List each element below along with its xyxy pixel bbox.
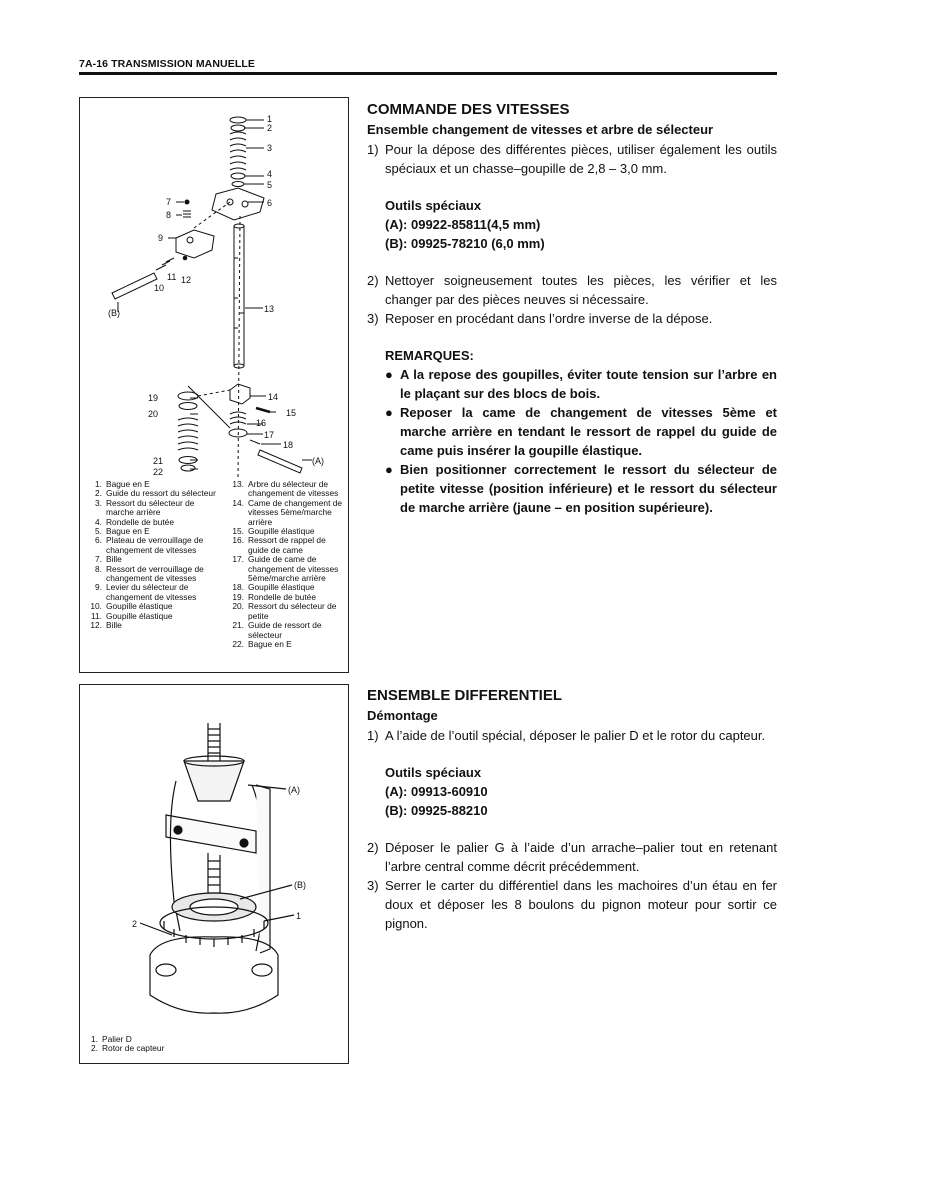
legend-left [88,480,220,631]
spring-guide [231,125,245,131]
callout-18: 18 [283,440,294,450]
callout-11: 11 [167,272,177,282]
legend-item: 11. Goupille élastique [90,610,173,621]
callout-b: (B) [108,308,120,318]
e-ring-5 [232,182,244,187]
step-1: 1) A l’aide de l’outil spécial, déposer le palier D et le rotor du capteur. [367,728,766,743]
callout-a: (A) [312,456,324,466]
legend-item: 7. Bille [95,554,122,565]
legend-item: 14. Came de changement de vitesses 5ème/marche arrière [232,497,343,527]
legend-item: 2. Rotor de capteur [91,1043,165,1054]
reverse-spring [230,132,246,170]
callout-a: (A) [288,785,300,795]
callout-19: 19 [148,393,159,403]
callout-2: 2 [132,919,138,929]
remark-item: ● A la repose des goupilles, éviter toute tension sur l’arbre en le plaçant sur des blocs de bois. [385,367,777,401]
legend-item: 22. Bague en E [232,638,292,649]
callout-21: 21 [153,456,164,466]
figure-gearshift-exploded [79,97,349,673]
callout-15: 15 [286,408,297,418]
legend-item: 20. Ressort du sélecteur de petite [232,601,337,621]
legend-item: 16. Ressort de rappel de guide de came [232,535,326,555]
legend-item: 21. Guide de ressort de sélecteur [232,620,322,640]
punch-b [112,273,157,299]
section-subtitle: Ensemble changement de vitesses et arbre de sélecteur [367,122,714,137]
callout-14: 14 [268,392,279,402]
legend-item: 1. Palier D [91,1034,132,1044]
callout-5: 5 [267,180,273,190]
step-3: 3) Serrer le carter du différentiel dans les machoires d’un étau en fer doux et déposer les 8 boulons du pignon moteur pour sortir ce pignon. [367,878,777,931]
callout-b: (B) [294,880,306,890]
callout-13: 13 [264,304,275,314]
section-title: ENSEMBLE DIFFERENTIEL [367,687,563,704]
legend-item: 3. Ressort du sélecteur de marche arrière [95,497,195,518]
punch-a [258,450,302,473]
callout-4: 4 [267,169,273,179]
legend-fig2 [88,1035,288,1054]
legend-right [230,480,346,649]
legend-item: 2. Guide du ressort du sélecteur [95,488,216,499]
remark-item: ● Bien positionner correctement le ressort du sélecteur de petite vitesse (position inférieure) et le ressort du sélecteur de marche arrière (jaune – en position supérieure). [385,462,777,515]
section-gearshift [367,100,777,517]
legend-item: 9. Levier du sélecteur de changement de vitesses [95,582,197,602]
legend-item: 19. Rondelle de butée [232,591,316,602]
e-ring-1 [230,117,246,123]
callout-17: 17 [264,430,275,440]
selector-lever [176,230,214,258]
thrust-washer [231,173,245,179]
puller-diagram [80,685,348,1025]
callout-9: 9 [158,233,164,243]
callout-7: 7 [166,197,172,207]
page-header: 7A-16 TRANSMISSION MANUELLE [79,58,255,70]
remarks-title: REMARQUES: [385,348,474,363]
legend-item: 17. Guide de came de changement de vitesses 5ème/marche arrière [232,554,339,584]
legend-item: 15. Goupille élastique [232,526,315,537]
legend-item: 13. Arbre du sélecteur de changement de vitesses [232,479,339,499]
callout-16: 16 [256,418,267,428]
section-title: COMMANDE DES VITESSES [367,101,570,118]
legend-item: 10. Goupille élastique [90,601,173,612]
legend-item: 12. Bille [90,620,122,631]
diff-housing [150,937,278,1013]
cone-head [184,761,244,801]
step-1: 1) Pour la dépose des différentes pièces, utiliser également les outils spéciaux et un chasse–goupille de 2,8 – 3,0 mm. [367,142,777,176]
step-2: 2) Déposer le palier G à l’aide d’un arrache–palier tout en retenant l’arbre central comme décrit précédemment. [367,840,777,874]
step-2: 2) Nettoyer soigneusement toutes les pièces, les vérifier et les changer par des pièces neuves si nécessaire. [367,273,777,307]
callout-3: 3 [267,143,273,153]
callout-6: 6 [267,198,273,208]
figure-differential-puller [79,684,349,1064]
callout-22: 22 [153,467,164,477]
special-tools: Outils spéciaux (A): 09913-60910 (B): 09925-88210 [385,765,488,818]
callout-20: 20 [148,409,159,419]
cam-spring [230,412,246,424]
legend-item: 5. Bague en E [95,526,150,537]
callout-1: 1 [296,911,302,921]
lock-plate [212,188,264,220]
remarks [367,346,777,517]
remark-item: ● Reposer la came de changement de vitesses 5ème et marche arrière en tendant le ressort de rappel du guide de came puis insérer la goupille élastique. [385,405,777,458]
step-3: 3) Reposer en procédant dans l’ordre inverse de la dépose. [367,311,713,326]
callout-2: 2 [267,123,273,133]
special-tools: Outils spéciaux (A): 09922-85811(4,5 mm) (B): 09925-78210 (6,0 mm) [385,198,545,251]
legend-item: 1. Bague en E [95,479,150,489]
section-subtitle: Démontage [367,708,438,723]
puller-arms [170,781,264,951]
shift-cam [230,384,250,404]
callout-10: 10 [154,283,165,293]
callout-1: 1 [267,114,273,124]
section-differential [367,686,777,933]
legend-item: 6. Plateau de verrouillage de changement de vitesses [95,535,204,555]
legend-item: 8. Ressort de verrouillage de changement de vitesses [95,563,204,584]
callout-12: 12 [181,275,192,285]
callout-8: 8 [166,210,172,220]
low-spring [178,418,198,450]
legend-item: 4. Rondelle de butée [95,516,174,527]
header-rule [79,72,777,75]
legend-item: 18. Goupille élastique [232,582,315,593]
gearshift-diagram [80,98,348,478]
